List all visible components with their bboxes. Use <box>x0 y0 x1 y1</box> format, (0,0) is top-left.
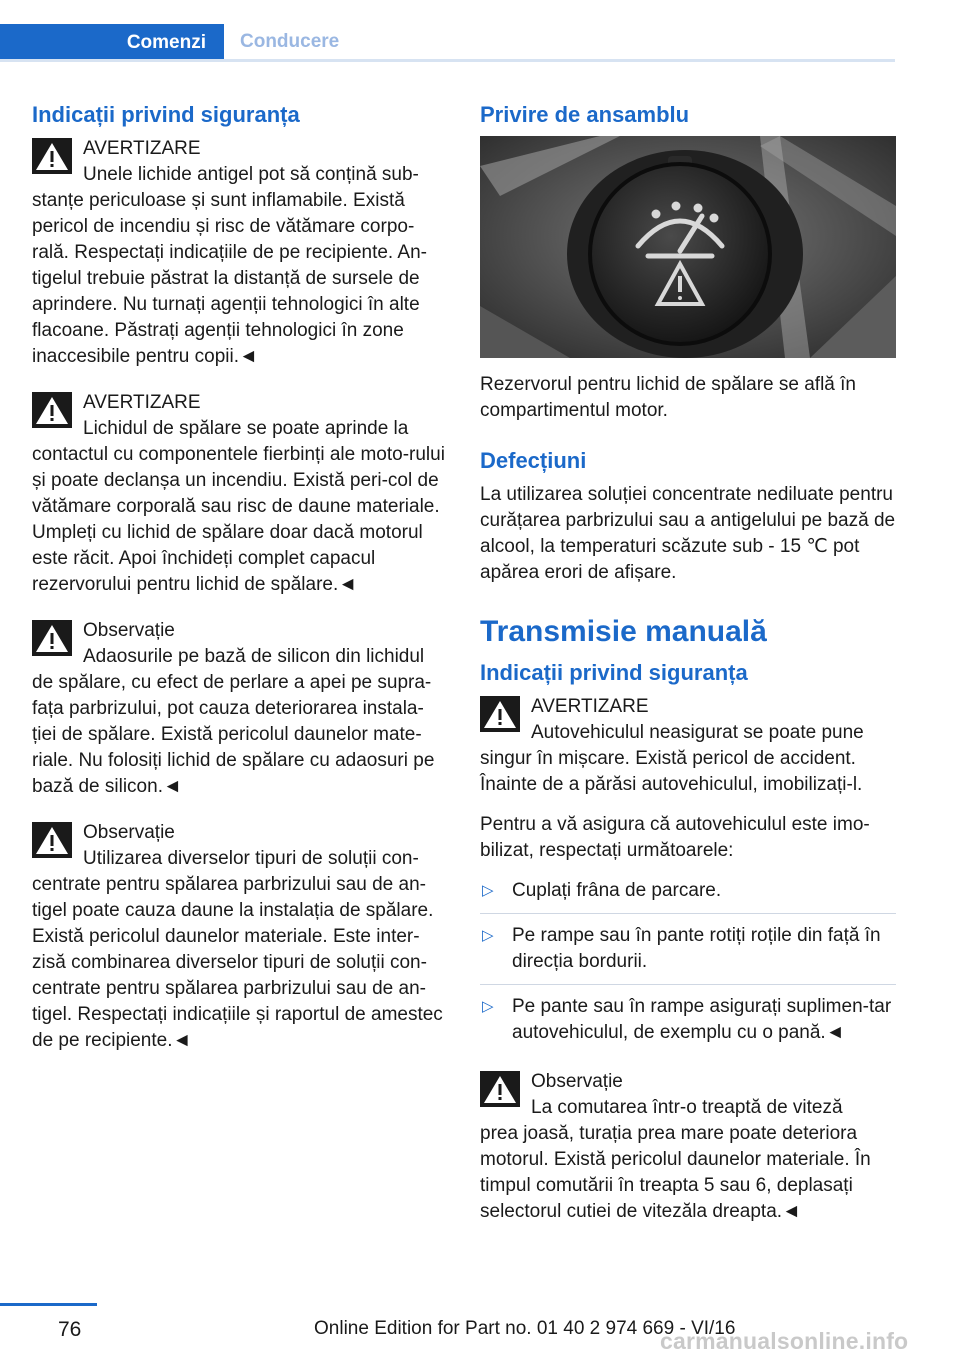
triangle-right-icon: ▷ <box>482 882 494 899</box>
note-body: Utilizarea diverselor tipuri de soluții con- <box>83 848 419 869</box>
note-text: prea joasă, turația prea mare poate deteriora motorul. Există pericolul daunelor materiale. În timpul comutării în treapta 5 sau 6, deplasați selectorul cutiei de vitezăla dreapta.◄ <box>480 1123 871 1222</box>
triangle-right-icon: ▷ <box>482 998 494 1015</box>
warning-triangle-icon <box>480 696 520 732</box>
note-body: Autovehiculul neasigurat se poate pune <box>531 722 864 743</box>
note-body: Lichidul de spălare se poate aprinde la <box>83 418 409 439</box>
warning-note <box>32 390 448 598</box>
washer-reservoir-photo <box>480 136 896 358</box>
safety-heading-left: Indicații privind siguranța <box>32 102 300 127</box>
list-item-text: Cuplați frâna de parcare. <box>512 880 722 901</box>
list-item-text: Pe rampe sau în pante rotiți roțile din față în direcția bordurii. <box>512 925 881 972</box>
overview-heading: Privire de ansamblu <box>480 102 690 127</box>
note-text: contactul cu componentele fierbinți ale moto-rului și poate declanșa un incendiu. Există peri-col de vătămare corporală sau risc de daune materiale. Umpleți cu lichid de spălare doar dacă motorul este răcit. Apoi închideți complet capacul rezervorului pentru lichid de spălare.◄ <box>32 444 445 595</box>
observation-note <box>480 1069 896 1225</box>
note-title: AVERTIZARE <box>83 138 201 159</box>
note-text: centrate pentru spălarea parbrizului sau de an-tigel poate cauza daune la instalația de spălare. Există pericolul daunelor materiale. Este inter-zisă combinarea diverselor tipuri de soluții con-centrate pentru spălarea parbrizului sau de an-tigel. Respectați indicațiile și raportul de amestec de pe recipiente.◄ <box>32 874 443 1051</box>
warning-triangle-icon <box>32 620 72 656</box>
note-title: AVERTIZARE <box>531 696 649 717</box>
note-title: Observație <box>531 1071 623 1092</box>
page-number: 76 <box>58 1318 82 1341</box>
edition-text: Online Edition for Part no. 01 40 2 974 669 - VI/16 <box>314 1318 736 1339</box>
note-body: La comutarea într-o treaptă de viteză <box>531 1097 843 1118</box>
warning-triangle-icon <box>32 138 72 174</box>
warning-triangle-icon <box>32 822 72 858</box>
note-text: de spălare, cu efect de perlare a apei pe supra-fața parbrizului, pot cauza deteriorarea instala-ției de spălare. Există pericolul daunelor mate-riale. Nu folosiți lichid de spălare cu adaosuri pe bază de silicon.◄ <box>32 672 435 797</box>
intro-text: Pentru a vă asigura că autovehiculul este imo-bilizat, respectați următoarele: <box>480 814 870 861</box>
note-body: Adaosurile pe bază de silicon din lichidul <box>83 646 425 667</box>
note-text: stanțe periculoase și sunt inflamabile. Există pericol de incendiu și risc de vătămare corpo-rală. Respectați indicațiile de pe recipiente. An-tigelul trebuie păstrat la distanță de sursele de aprindere. Nu turnați agenții tehnologici în alte flacoane. Păstrați agenții tehnologici în zone inaccesibile pentru copii.◄ <box>32 190 428 367</box>
section-title: Transmisie manuală <box>480 615 767 648</box>
note-title: Observație <box>83 620 175 641</box>
warning-note <box>480 694 896 798</box>
safety-heading-right: Indicații privind siguranța <box>480 660 748 685</box>
observation-note <box>32 820 448 1054</box>
warning-triangle-icon <box>480 1071 520 1107</box>
tab-comenzi[interactable]: Comenzi <box>0 24 224 62</box>
list-item-text: Pe pante sau în rampe asigurați suplimen-tar autovehiculul, de exemplu cu o pană.◄ <box>512 996 892 1043</box>
right-column <box>480 100 896 1245</box>
bullet-list <box>480 878 896 1055</box>
watermark: carmanualsonline.info <box>660 1328 909 1354</box>
left-column <box>32 100 448 1074</box>
defects-heading: Defecțiuni <box>480 448 587 473</box>
observation-note <box>32 618 448 800</box>
footer-rule <box>0 1303 97 1306</box>
warning-triangle-icon <box>32 392 72 428</box>
warning-note <box>32 136 448 370</box>
list-item <box>480 878 896 914</box>
list-item <box>480 923 896 985</box>
note-body: Unele lichide antigel pot să conțină sub- <box>83 164 419 185</box>
tab-conducere[interactable]: Conducere <box>240 30 340 52</box>
header-rule <box>0 59 895 62</box>
header-tabs <box>0 24 895 62</box>
note-title: Observație <box>83 822 175 843</box>
defects-text: La utilizarea soluției concentrate nediluate pentru curățarea parbrizului sau a antigelului pe bază de alcool, la temperaturi scăzute sub - 15 ℃ pot apărea erori de afișare. <box>480 484 896 583</box>
list-item <box>480 994 896 1055</box>
photo-caption: Rezervorul pentru lichid de spălare se află în compartimentul motor. <box>480 374 856 421</box>
triangle-right-icon: ▷ <box>482 927 494 944</box>
note-title: AVERTIZARE <box>83 392 201 413</box>
note-text: singur în mișcare. Există pericol de accident. Înainte de a părăsi autovehiculul, imobilizați-l. <box>480 748 863 795</box>
